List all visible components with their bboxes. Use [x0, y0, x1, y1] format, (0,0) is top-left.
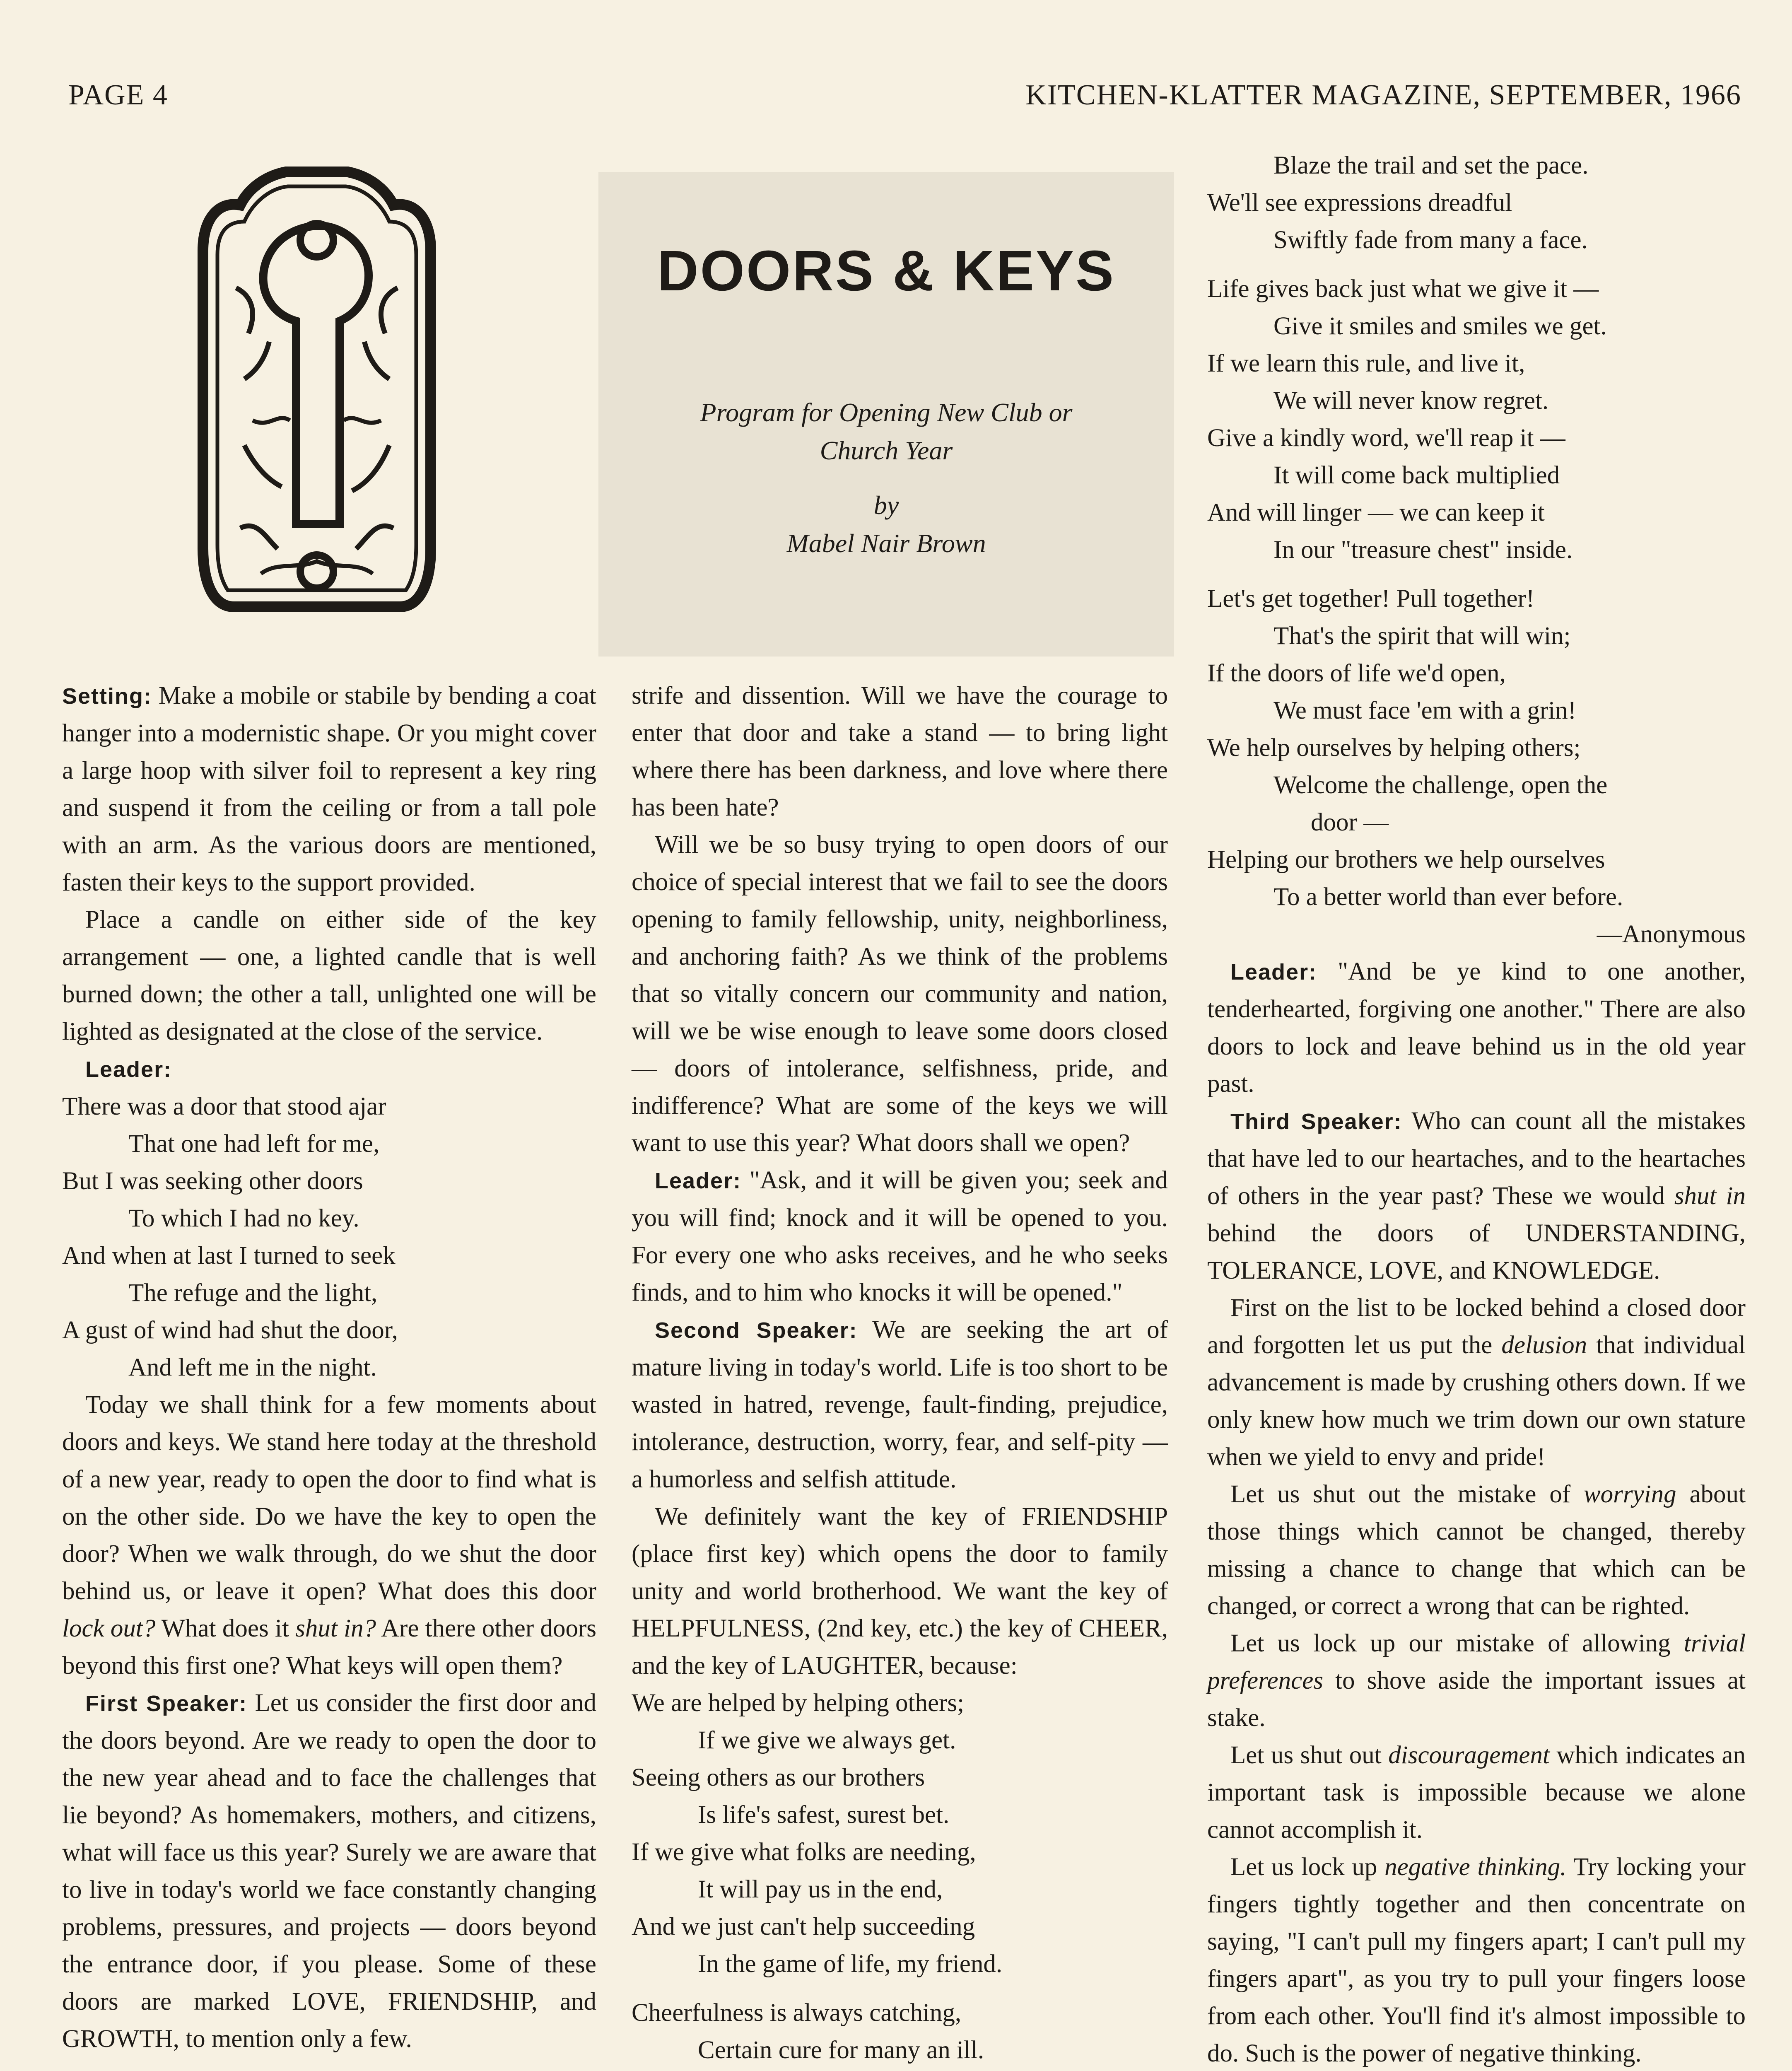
poem-line: And when at last I turned to seek	[62, 1242, 396, 1270]
worrying-paragraph	[1207, 1476, 1746, 1625]
first-speaker-text: Let us consider the first door and the doors beyond. Are we ready to open the door to the new year ahead and to face the challenges that lie beyond? As homemakers, mothers, and citizens, what will face us this year? Surely we are aware that to live in today's world we face constantly changing problems, pressures, and projects — doors beyond the entrance door, if you please. Some of these doors are marked	[62, 1689, 596, 2015]
second-speaker-label: Second Speaker:	[655, 1318, 858, 1343]
busy-paragraph: Will we be so busy trying to open doors of our choice of special interest that we fail to see the doors opening to family fellowship, unity, neighborliness, and anchoring faith? As we think of the problems that so vitally concern our community and nation, will we be wise enough to leave some doors closed — doors of intolerance, selfishness, pride, and indifference? What are some of the keys we will want to use this year? What doors shall we open?	[632, 831, 1168, 1157]
strife-paragraph: strife and dissention. Will we have the courage to enter that door and take a stand — to bring light where there has been darkness, and love where there has been hate?	[632, 682, 1168, 821]
discouragement-text: Let us shut out	[1230, 1741, 1382, 1769]
trivial-text: to shove aside the important issues at stake.	[1207, 1667, 1746, 1732]
poem-line: And left me in the night.	[128, 1354, 377, 1381]
ornate-keyhole-icon	[195, 164, 439, 632]
poem-line: It will come back multiplied	[1273, 461, 1560, 489]
poem-line: We must face 'em with a grin!	[1273, 697, 1577, 724]
trivial-emphasis: trivial preferences	[1207, 1629, 1746, 1694]
leader-paragraph	[1207, 953, 1746, 1103]
trivial-text: Let us lock up our mistake of allowing	[1230, 1629, 1671, 1657]
first-speaker-label: First Speaker:	[85, 1691, 248, 1716]
delusion-emphasis: delusion	[1501, 1331, 1587, 1359]
leader-paragraph	[632, 1162, 1168, 1311]
poem-line: Is life's safest, surest bet.	[698, 1801, 950, 1829]
leader-label: Leader:	[655, 1168, 742, 1193]
poem-line: We help ourselves by helping others;	[1207, 734, 1581, 762]
poem-line: We are helped by helping others;	[632, 1689, 965, 1717]
second-speaker-text: We are seeking the art of mature living in today's world. Life is too short to be wasted in hatred, revenge, fault-finding, prejudice, intolerance, destruction, worry, fear, and self-pity — a humorless and selfish attitude.	[632, 1316, 1168, 1493]
poem-line: Seeing others as our brothers	[632, 1764, 925, 1791]
poem-line: And we just can't help succeeding	[632, 1913, 975, 1941]
poem-line: If the doors of life we'd open,	[1207, 659, 1506, 687]
poem-line: Helping our brothers we help ourselves	[1207, 846, 1605, 874]
candle-paragraph: Place a candle on either side of the key arrangement — one, a lighted candle that is well burned down; the other a tall, unlighted one will be lighted as designated at the close of the service.	[62, 906, 596, 1045]
poem-line: In our "treasure chest" inside.	[1273, 536, 1573, 564]
trivial-paragraph	[1207, 1625, 1746, 1737]
worrying-text: about those things which cannot be changed, thereby missing a chance to change that which can be changed, or correct a wrong that can be righted.	[1207, 1480, 1746, 1620]
poem-line: If we learn this rule, and live it,	[1207, 350, 1525, 377]
poem-line: Swiftly fade from many a face.	[1273, 226, 1588, 254]
setting-paragraph	[62, 677, 596, 901]
first-speaker-text: to mention only a few.	[186, 2025, 412, 2053]
leader-text: "Ask, and it will be given you; seek and you will find; knock and it will be opened to you. For every one who asks receives, and he who seeks finds, and to him who knocks it will be opened."	[632, 1166, 1168, 1306]
delusion-paragraph	[1207, 1289, 1746, 1476]
magazine-issue: KITCHEN-KLATTER MAGAZINE, SEPTEMBER, 1966	[1025, 79, 1741, 111]
page-number: PAGE 4	[68, 79, 168, 111]
subtitle-line: Church Year	[820, 436, 953, 465]
today-text: Today we shall think for a few moments about doors and keys. We stand here today at the threshold of a new year, ready to open the door to find what is on the other side. Do we have the key to open the door? When we walk through, do we shut the door behind us, or leave it open? What does this door	[62, 1391, 596, 1605]
column-1	[62, 677, 596, 2071]
poem-line: If we give what folks are needing,	[632, 1838, 976, 1866]
poem-life-gives-back	[1207, 270, 1746, 569]
friendship-paragraph: We definitely want the key of FRIENDSHIP (place first key) which opens the door to family unity and world brotherhood. We want the key of HELPFULNESS, (2nd key, etc.) the key of CHEER, and the key of LAUGHTER, because:	[632, 1503, 1168, 1680]
poem-line: We'll see expressions dreadful	[1207, 189, 1512, 217]
third-speaker-label: Third Speaker:	[1230, 1109, 1402, 1134]
lock-out-emphasis: lock out?	[62, 1615, 156, 1642]
leader-text: "And be ye kind to one another, tenderhearted, forgiving one another." There are also doors to lock and leave behind us in the old year past.	[1207, 958, 1746, 1098]
byline-by: by	[873, 490, 899, 520]
first-speaker-marked: LOVE, FRIENDSHIP, and GROWTH,	[62, 1988, 597, 2053]
discouragement-text: which indicates an important task is impossible because we alone cannot accomplish it.	[1207, 1741, 1746, 1844]
third-speaker-text: Who can count all the mistakes that have led to our heartaches, and to the heartaches of others in the year past? These we would	[1207, 1107, 1746, 1210]
setting-label: Setting:	[62, 684, 152, 709]
first-speaker-paragraph	[62, 1685, 596, 2058]
poem-line: Welcome the challenge, open the	[1273, 771, 1608, 799]
poem-line: If we give we always get.	[698, 1726, 956, 1754]
negative-text: Let us lock up	[1230, 1853, 1377, 1881]
poem-line: Let's get together! Pull together!	[1207, 585, 1535, 613]
article-subtitle	[598, 393, 1174, 562]
shut-in-emphasis: shut in?	[295, 1615, 376, 1642]
byline-author: Mabel Nair Brown	[786, 529, 986, 558]
beyond-paragraph	[62, 2069, 596, 2071]
leader-label: Leader:	[1230, 960, 1317, 985]
discouragement-paragraph	[1207, 1737, 1746, 1849]
poem-line: Blaze the trail and set the pace.	[1273, 152, 1589, 179]
negative-text: Try locking your fingers tightly together and then concentrate on saying, "I can't pull my fingers apart; I can't pull my fingers apart", as you try to pull your fingers loose from each other. You'll find it's almost impossible to do. Such is the power of negative thinking.	[1207, 1853, 1746, 2067]
poem-line: The refuge and the light,	[128, 1279, 378, 1307]
poem-line: But I was seeking other doors	[62, 1167, 363, 1195]
today-text: Are there other doors beyond this first one? What keys will open them?	[62, 1615, 597, 1680]
third-speaker-paragraph	[1207, 1103, 1746, 1289]
poem-line: We will never know regret.	[1273, 387, 1549, 415]
negative-thinking-paragraph	[1207, 1849, 1746, 2071]
poem-door-ajar	[62, 1088, 596, 1386]
column-2	[632, 677, 1168, 2071]
poem-line: And will linger — we can keep it	[1207, 499, 1545, 526]
shut-in-emphasis: shut in	[1674, 1182, 1746, 1210]
poem-line: In the game of life, my friend.	[698, 1950, 1003, 1978]
today-paragraph	[62, 1386, 596, 1685]
poem-line: To a better world than ever before.	[1273, 883, 1623, 911]
poem-attribution: —Anonymous	[1597, 920, 1746, 948]
poem-line	[632, 2069, 1168, 2071]
poem-helping-others	[632, 1685, 1168, 1983]
poem-line: That's the spirit that will win;	[1273, 622, 1571, 650]
poem-line: door —	[1311, 809, 1389, 836]
poem-line: Give a kindly word, we'll reap it —	[1207, 424, 1565, 452]
poem-line: That one had left for me,	[128, 1130, 380, 1158]
worrying-emphasis: worrying	[1583, 1480, 1676, 1508]
poem-line: To which I had no key.	[128, 1204, 359, 1232]
today-text: What does it	[161, 1615, 289, 1642]
article-title: DOORS & KEYS	[657, 239, 1116, 303]
third-speaker-text: behind the doors of UNDERSTANDING, TOLERANCE, LOVE, and KNOWLEDGE.	[1207, 1219, 1746, 1284]
poem-line: A gust of wind had shut the door,	[62, 1316, 398, 1344]
discouragement-emphasis: discouragement	[1388, 1741, 1550, 1769]
poem-line: Give it smiles and smiles we get.	[1273, 312, 1607, 340]
column-3	[1207, 147, 1746, 2071]
second-speaker-paragraph	[632, 1311, 1168, 1498]
poem-line: Life gives back just what we give it —	[1207, 275, 1599, 303]
poem-line: Certain cure for many an ill.	[698, 2036, 984, 2064]
leader-label: Leader:	[85, 1057, 172, 1082]
poem-line: It will pay us in the end,	[698, 1875, 943, 1903]
poem-get-together	[1207, 580, 1746, 916]
poem-line: There was a door that stood ajar	[62, 1093, 386, 1120]
negative-emphasis: negative thinking.	[1384, 1853, 1567, 1881]
delusion-text: that individual advancement is made by crushing others down. If we only knew how much we trim down our own stature when we yield to envy and pride!	[1207, 1331, 1746, 1471]
subtitle-line: Program for Opening New Club or	[700, 398, 1073, 427]
poem-blaze-trail	[1207, 147, 1746, 259]
delusion-text: First on the list to be locked behind a closed door and forgotten let us put the	[1207, 1294, 1746, 1359]
setting-text: Make a mobile or stabile by bending a coat hanger into a modernistic shape. Or you might cover a large hoop with silver foil to represent a key ring and suspend it from the ceiling or from a tall pole with an arm. As the various doors are mentioned, fasten their keys to the support provided.	[62, 682, 597, 896]
leader-label-paragraph	[62, 1050, 596, 1088]
worrying-text: Let us shut out the mistake of	[1230, 1480, 1571, 1508]
poem-cheerfulness	[632, 1994, 1168, 2071]
poem-line: Cheerfulness is always catching,	[632, 1999, 962, 2027]
